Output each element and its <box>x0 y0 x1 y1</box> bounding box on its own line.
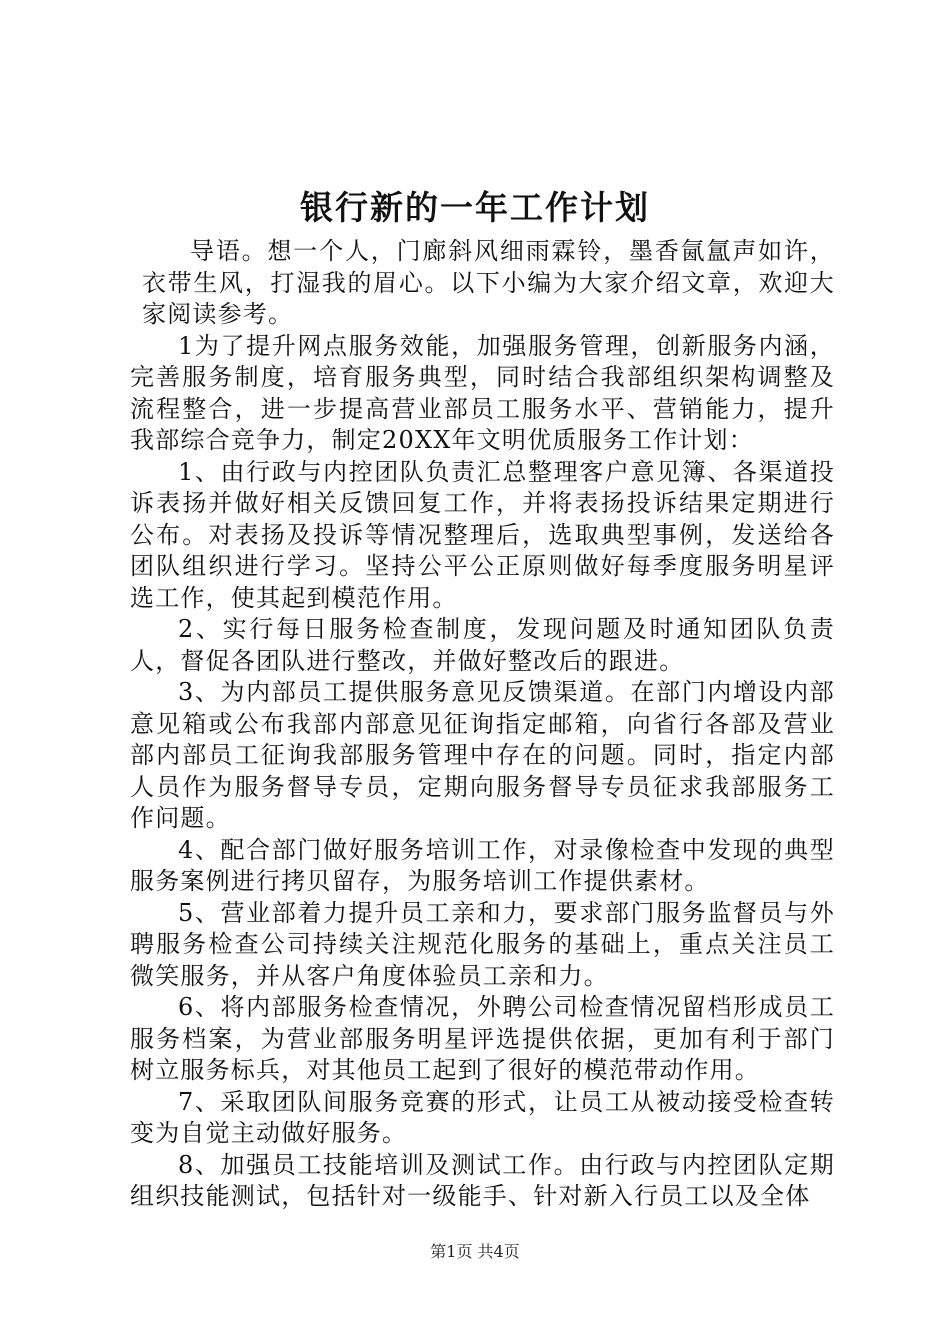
paragraph: 3、为内部员工提供服务意见反馈渠道。在部门内增设内部意见箱或公布我部内部意见征询指定邮箱，向省行各部及营业部内部员工征询我部服务管理中存在的问题。同时，指定内部人员作为服务督导专员，定期向服务督导专员征求我部服务工作问题。 <box>130 678 835 832</box>
intro-paragraph: 导语。想一个人，门廊斜风细雨霖铃，墨香氤氲声如许，衣带生风，打湿我的眉心。以下小编为大家介绍文章，欢迎大家阅读参考。 <box>142 237 835 328</box>
paragraph: 5、营业部着力提升员工亲和力，要求部门服务监督员与外聘服务检查公司持续关注规范化服务的基础上，重点关注员工微笑服务，并从客户角度体验员工亲和力。 <box>130 898 835 990</box>
document-title: 银行新的一年工作计划 <box>300 188 650 227</box>
document-body <box>130 236 835 1213</box>
paragraph: 2、实行每日服务检查制度，发现问题及时通知团队负责人，督促各团队进行整改，并做好整改后的跟进。 <box>130 615 835 675</box>
paragraph: 1、由行政与内控团队负责汇总整理客户意见簿、各渠道投诉表扬并做好相关反馈回复工作，并将表扬投诉结果定期进行公布。对表扬及投诉等情况整理后，选取典型事例，发送给各团队组织进行学习。坚持公平公正原则做好每季度服务明星评选工作，使其起到模范作用。 <box>130 457 835 612</box>
paragraph: 4、配合部门做好服务培训工作，对录像检查中发现的典型服务案例进行拷贝留存，为服务培训工作提供素材。 <box>130 835 835 895</box>
paragraph: 8、加强员工技能培训及测试工作。由行政与内控团队定期组织技能测试，包括针对一级能手、针对新入行员工以及全体 <box>130 1150 835 1210</box>
paragraph: 7、采取团队间服务竞赛的形式，让员工从被动接受检查转变为自觉主动做好服务。 <box>130 1087 835 1147</box>
paragraph: 1为了提升网点服务效能，加强服务管理，创新服务内涵，完善服务制度，培育服务典型，同时结合我部组织架构调整及流程整合，进一步提高营业部员工服务水平、营销能力，提升我部综合竞争力，制定20XX年文明优质服务工作计划： <box>130 331 835 454</box>
page-footer: 第1页 共4页 <box>430 1242 520 1261</box>
paragraph: 6、将内部服务检查情况，外聘公司检查情况留档形成员工服务档案，为营业部服务明星评选提供依据，更加有利于部门树立服务标兵，对其他员工起到了很好的模范带动作用。 <box>130 993 835 1084</box>
